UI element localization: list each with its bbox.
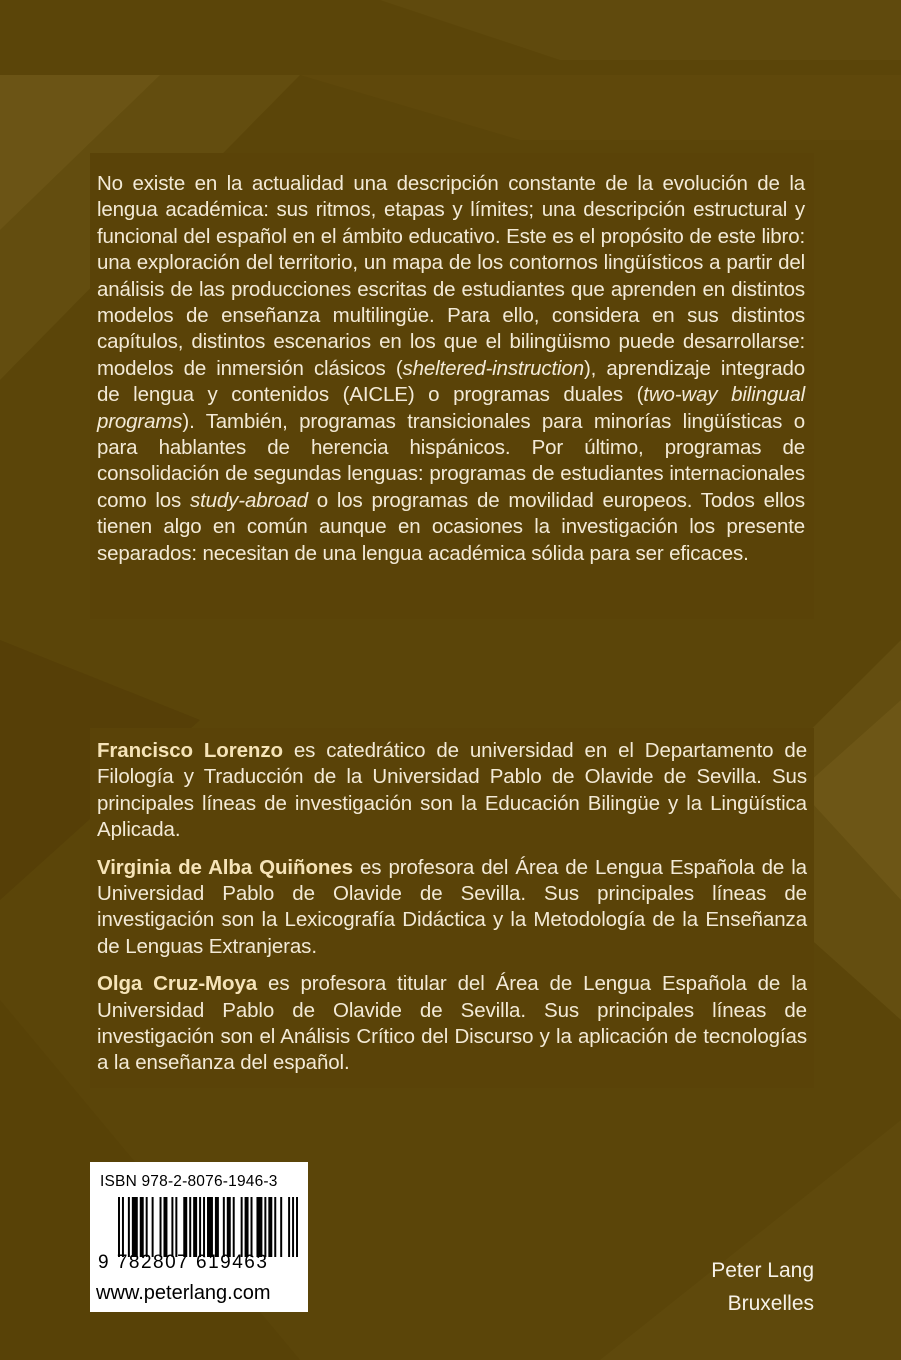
barcode-icon — [118, 1197, 298, 1257]
author-bios — [97, 738, 807, 1088]
publisher-imprint — [711, 1254, 814, 1320]
author-bio — [97, 855, 807, 961]
author-name: Olga Cruz-Moya — [97, 972, 258, 996]
description-text: ), aprendizaje integrado de lengua y contenidos (AICLE) o programas duales ( — [97, 356, 805, 407]
description-text: No existe en la actualidad una descripción constante de la evolución de la lengua académica: sus ritmos, etapas y límites; una descripción estructural y funcional del español en el ámbito educativo. Este es el propósito de este libro: una exploración del territorio, un mapa de los contornos lingüísticos a partir del análisis de las producciones escritas de estudiantes que aprenden en distintos modelos de enseñanza multilingüe. Para ello, considera en sus distintos capítulos, distintos escenarios en los que el bilingüismo puede desarrollarse: modelos de inmersión clásicos ( — [97, 172, 805, 380]
author-bio — [97, 738, 807, 844]
isbn-label: ISBN 978-2-8076-1946-3 — [100, 1173, 278, 1190]
author-description: es profesora titular del Área de Lengua Española de la Universidad Pablo de Olavide de Sevilla. Sus principales líneas de investigación son el Análisis Crítico del Discurso y la aplicación de tecnologías a la enseñanza del español. — [97, 972, 807, 1075]
author-bio — [97, 971, 807, 1077]
author-name: Francisco Lorenzo — [97, 739, 283, 762]
isbn-barcode-block — [90, 1162, 308, 1312]
description-italic-term: two-way bilingual programs — [97, 383, 805, 433]
book-description — [97, 171, 805, 567]
author-name: Virginia de Alba Quiñones — [97, 855, 353, 879]
description-italic-term: study-abroad — [190, 488, 308, 512]
publisher-city: Bruxelles — [727, 1292, 814, 1315]
description-text: ). También, programas transicionales para minorías lingüísticas o para hablantes de herencia hispánicos. Por último, programas de consolidación de segundas lenguas: programas de estudiantes internacionales como los — [97, 409, 805, 512]
barcode-digits: 9 782807 619463 — [98, 1252, 269, 1273]
publisher-name: Peter Lang — [711, 1259, 814, 1282]
publisher-website: www.peterlang.com — [96, 1282, 271, 1304]
description-text: o los programas de movilidad europeos. Todos ellos tienen algo en común aunque en ocasiones la investigación los presente separados: necesitan de una lengua académica sólida para ser eficaces. — [97, 488, 805, 565]
description-italic-term: sheltered-instruction — [402, 356, 584, 380]
author-description: es profesora del Área de Lengua Española de la Universidad Pablo de Olavide de Sevilla. Sus principales líneas de investigación son la Lexicografía Didáctica y la Metodología de la Enseñanza de Lenguas Extranjeras. — [97, 855, 807, 958]
author-description: es catedrático de universidad en el Departamento de Filología y Traducción de la Universidad Pablo de Olavide de Sevilla. Sus principales líneas de investigación son la Educación Bilingüe y la Lingüística Aplicada. — [97, 739, 808, 842]
